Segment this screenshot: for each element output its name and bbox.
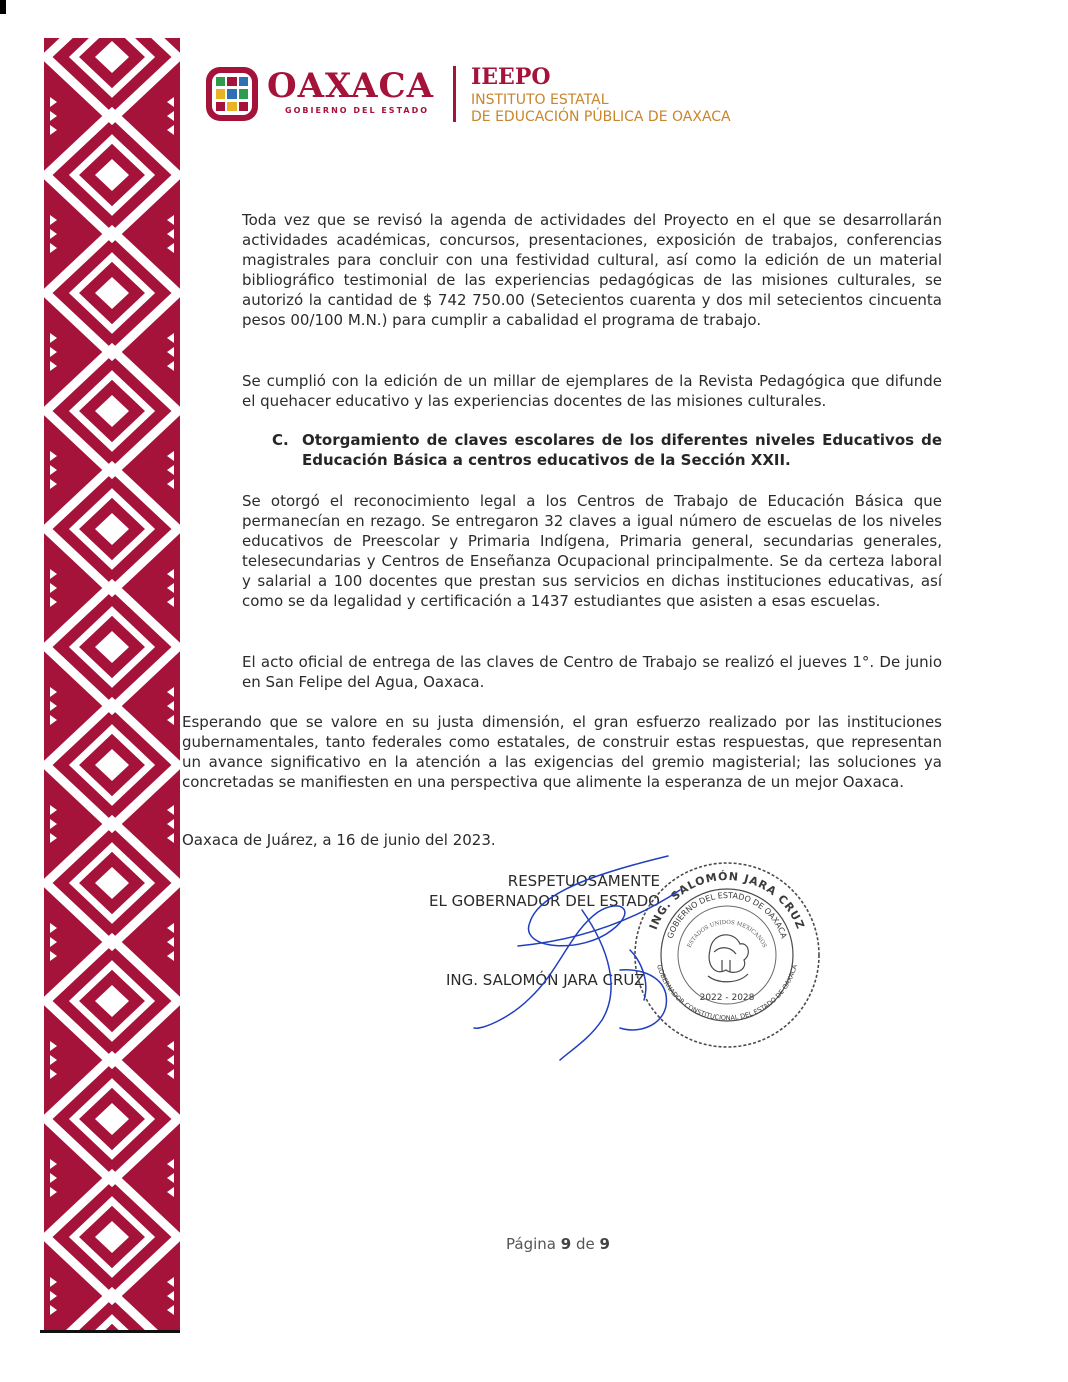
- border-triangle: [167, 243, 174, 253]
- border-triangle: [167, 1187, 174, 1197]
- paragraph-closing: Esperando que se valore en su justa dimensión, el gran esfuerzo realizado por las instituciones gubernamentales, tanto federales como estatales, de construir estas respuestas, que representan un avance significativo en la atención a las exigencias del gremio magisterial; las soluciones ya concretadas se manifiesten en una perspectiva que alimente la esperanza de un mejor Oaxaca.: [182, 713, 942, 791]
- border-triangle: [50, 1173, 57, 1183]
- eagle-emblem-icon: [708, 935, 748, 982]
- border-triangle: [50, 465, 57, 475]
- section-c-letter: C.: [272, 431, 289, 449]
- border-triangle: [50, 1055, 57, 1065]
- border-triangle: [167, 951, 174, 961]
- border-triangle: [50, 479, 57, 489]
- border-triangle: [50, 1187, 57, 1197]
- border-triangle: [167, 819, 174, 829]
- border-triangle: [167, 923, 174, 933]
- seal-years: 2022 - 2028: [699, 993, 755, 1003]
- border-triangle: [167, 687, 174, 697]
- border-triangle: [167, 1069, 174, 1079]
- section-c-title: Otorgamiento de claves escolares de los diferentes niveles Educativos de Educación Básica a centros educativos de la Sección XXII.: [302, 431, 942, 469]
- decorative-border: [44, 38, 180, 1330]
- border-triangle: [167, 111, 174, 121]
- border-triangle: [167, 465, 174, 475]
- border-triangle: [50, 569, 57, 579]
- brand-subtitle: GOBIERNO DEL ESTADO: [285, 106, 430, 115]
- border-triangle: [167, 805, 174, 815]
- border-triangle: [167, 715, 174, 725]
- scan-edge-mark: [0, 0, 6, 14]
- section-c-heading: [272, 430, 942, 470]
- paragraph-ceremony: El acto oficial de entrega de las claves de Centro de Trabajo se realizó el jueves 1°. De junio en San Felipe del Agua, Oaxaca.: [242, 653, 942, 691]
- border-triangle: [50, 111, 57, 121]
- border-triangle: [50, 805, 57, 815]
- border-triangle: [167, 597, 174, 607]
- seal-inner-text: ESTADOS UNIDOS MEXICANOS: [686, 919, 768, 949]
- page-of-label: de: [575, 1235, 595, 1253]
- border-triangle: [50, 1069, 57, 1079]
- border-triangle: [167, 347, 174, 357]
- institution-name-line-2: DE EDUCACIÓN PÚBLICA DE OAXACA: [471, 109, 731, 125]
- border-triangle: [50, 361, 57, 371]
- brand-name: OAXACA: [267, 66, 434, 106]
- border-triangle: [50, 243, 57, 253]
- institution-name-line-1: INSTITUTO ESTATAL: [471, 92, 609, 108]
- total-pages: 9: [599, 1235, 610, 1253]
- page-label: Página: [506, 1235, 556, 1253]
- border-triangle: [50, 833, 57, 843]
- paragraph-budget: Toda vez que se revisó la agenda de actividades del Proyecto en el que se desarrollarán actividades académicas, concursos, presentaciones, exposición de trabajos, conferencias magistrales para concluir con una festividad cultural, así como la edición de un material bibliográfico testimonial de las experiencias pedagógicas de las misiones culturales, se autorizó la cantidad de $ 742 750.00 (Setecientos cuarenta y dos mil setecientos cincuenta pesos 00/100 M.N.) para cumplir a cabalidad el programa de trabajo.: [242, 211, 942, 329]
- border-triangle: [167, 229, 174, 239]
- seal-ring-text: GOBIERNO DEL ESTADO DE OAXACA: [665, 890, 789, 940]
- border-triangle: [50, 229, 57, 239]
- border-triangle: [50, 125, 57, 135]
- paragraph-magazine: Se cumplió con la edición de un millar de ejemplares de la Revista Pedagógica que difunde el quehacer educativo y las experiencias docentes de las misiones culturales.: [242, 372, 942, 410]
- border-triangle: [167, 361, 174, 371]
- seal-bottom-text: GOBERNADOR CONSTITUCIONAL DEL ESTADO DE OAXACA: [655, 963, 799, 1023]
- border-triangle: [50, 951, 57, 961]
- border-triangle: [50, 937, 57, 947]
- border-triangle: [167, 1055, 174, 1065]
- border-triangle: [167, 215, 174, 225]
- border-triangle: [167, 1277, 174, 1287]
- signatory-name: ING. SALOMÓN JARA CRUZ: [446, 971, 645, 989]
- border-triangle: [167, 583, 174, 593]
- border-triangle: [167, 569, 174, 579]
- border-triangle: [50, 715, 57, 725]
- border-triangle: [50, 215, 57, 225]
- border-triangle: [167, 701, 174, 711]
- border-triangle: [50, 1159, 57, 1169]
- border-triangle: [167, 1291, 174, 1301]
- border-triangle: [167, 833, 174, 843]
- current-page: 9: [560, 1235, 572, 1253]
- border-triangle: [167, 125, 174, 135]
- oaxaca-logo-icon: [205, 66, 259, 122]
- border-triangle: [50, 597, 57, 607]
- institution-acronym: IEEPO: [471, 64, 551, 90]
- border-triangle: [50, 923, 57, 933]
- border-triangle: [167, 1041, 174, 1051]
- border-triangle: [167, 97, 174, 107]
- seal-outer-text: ING. SALOMÓN JARA CRUZ: [646, 869, 808, 932]
- signature-closing: RESPETUOSAMENTE: [507, 872, 660, 890]
- date-line: Oaxaca de Juárez, a 16 de junio del 2023.: [182, 831, 496, 849]
- border-triangle: [50, 333, 57, 343]
- border-triangle: [50, 1291, 57, 1301]
- border-triangle: [50, 819, 57, 829]
- handwritten-signature: [470, 850, 700, 1065]
- header-divider: [453, 66, 456, 122]
- border-triangle: [167, 1159, 174, 1169]
- border-triangle: [50, 583, 57, 593]
- border-triangle: [50, 687, 57, 697]
- border-triangle: [167, 1173, 174, 1183]
- border-triangle: [50, 347, 57, 357]
- border-triangle: [50, 701, 57, 711]
- border-triangle: [50, 1041, 57, 1051]
- border-bottom-line: [40, 1330, 180, 1333]
- border-triangle: [167, 937, 174, 947]
- border-triangle: [167, 479, 174, 489]
- border-triangle: [50, 1277, 57, 1287]
- border-triangle: [50, 97, 57, 107]
- border-pattern: [44, 38, 180, 1330]
- border-triangle: [167, 1305, 174, 1315]
- page-number: [506, 1235, 610, 1253]
- border-triangle: [50, 451, 57, 461]
- paragraph-school-keys: Se otorgó el reconocimiento legal a los Centros de Trabajo de Educación Básica que permanecían en rezago. Se entregaron 32 claves a igual número de escuelas de los niveles educativos de Preescolar y Primaria Indígena, Primaria general, secundarias generales, telesecundarias y Centros de Enseñanza Ocupacional principalmente. Se da certeza laboral y salarial a 100 docentes que prestan sus servicios en dichas instituciones educativas, así como se da legalidad y certificación a 1437 estudiantes que asisten a esas escuelas.: [242, 492, 942, 610]
- border-triangle: [167, 451, 174, 461]
- signature-position: EL GOBERNADOR DEL ESTADO: [428, 892, 660, 910]
- border-triangle: [50, 1305, 57, 1315]
- border-triangle: [167, 333, 174, 343]
